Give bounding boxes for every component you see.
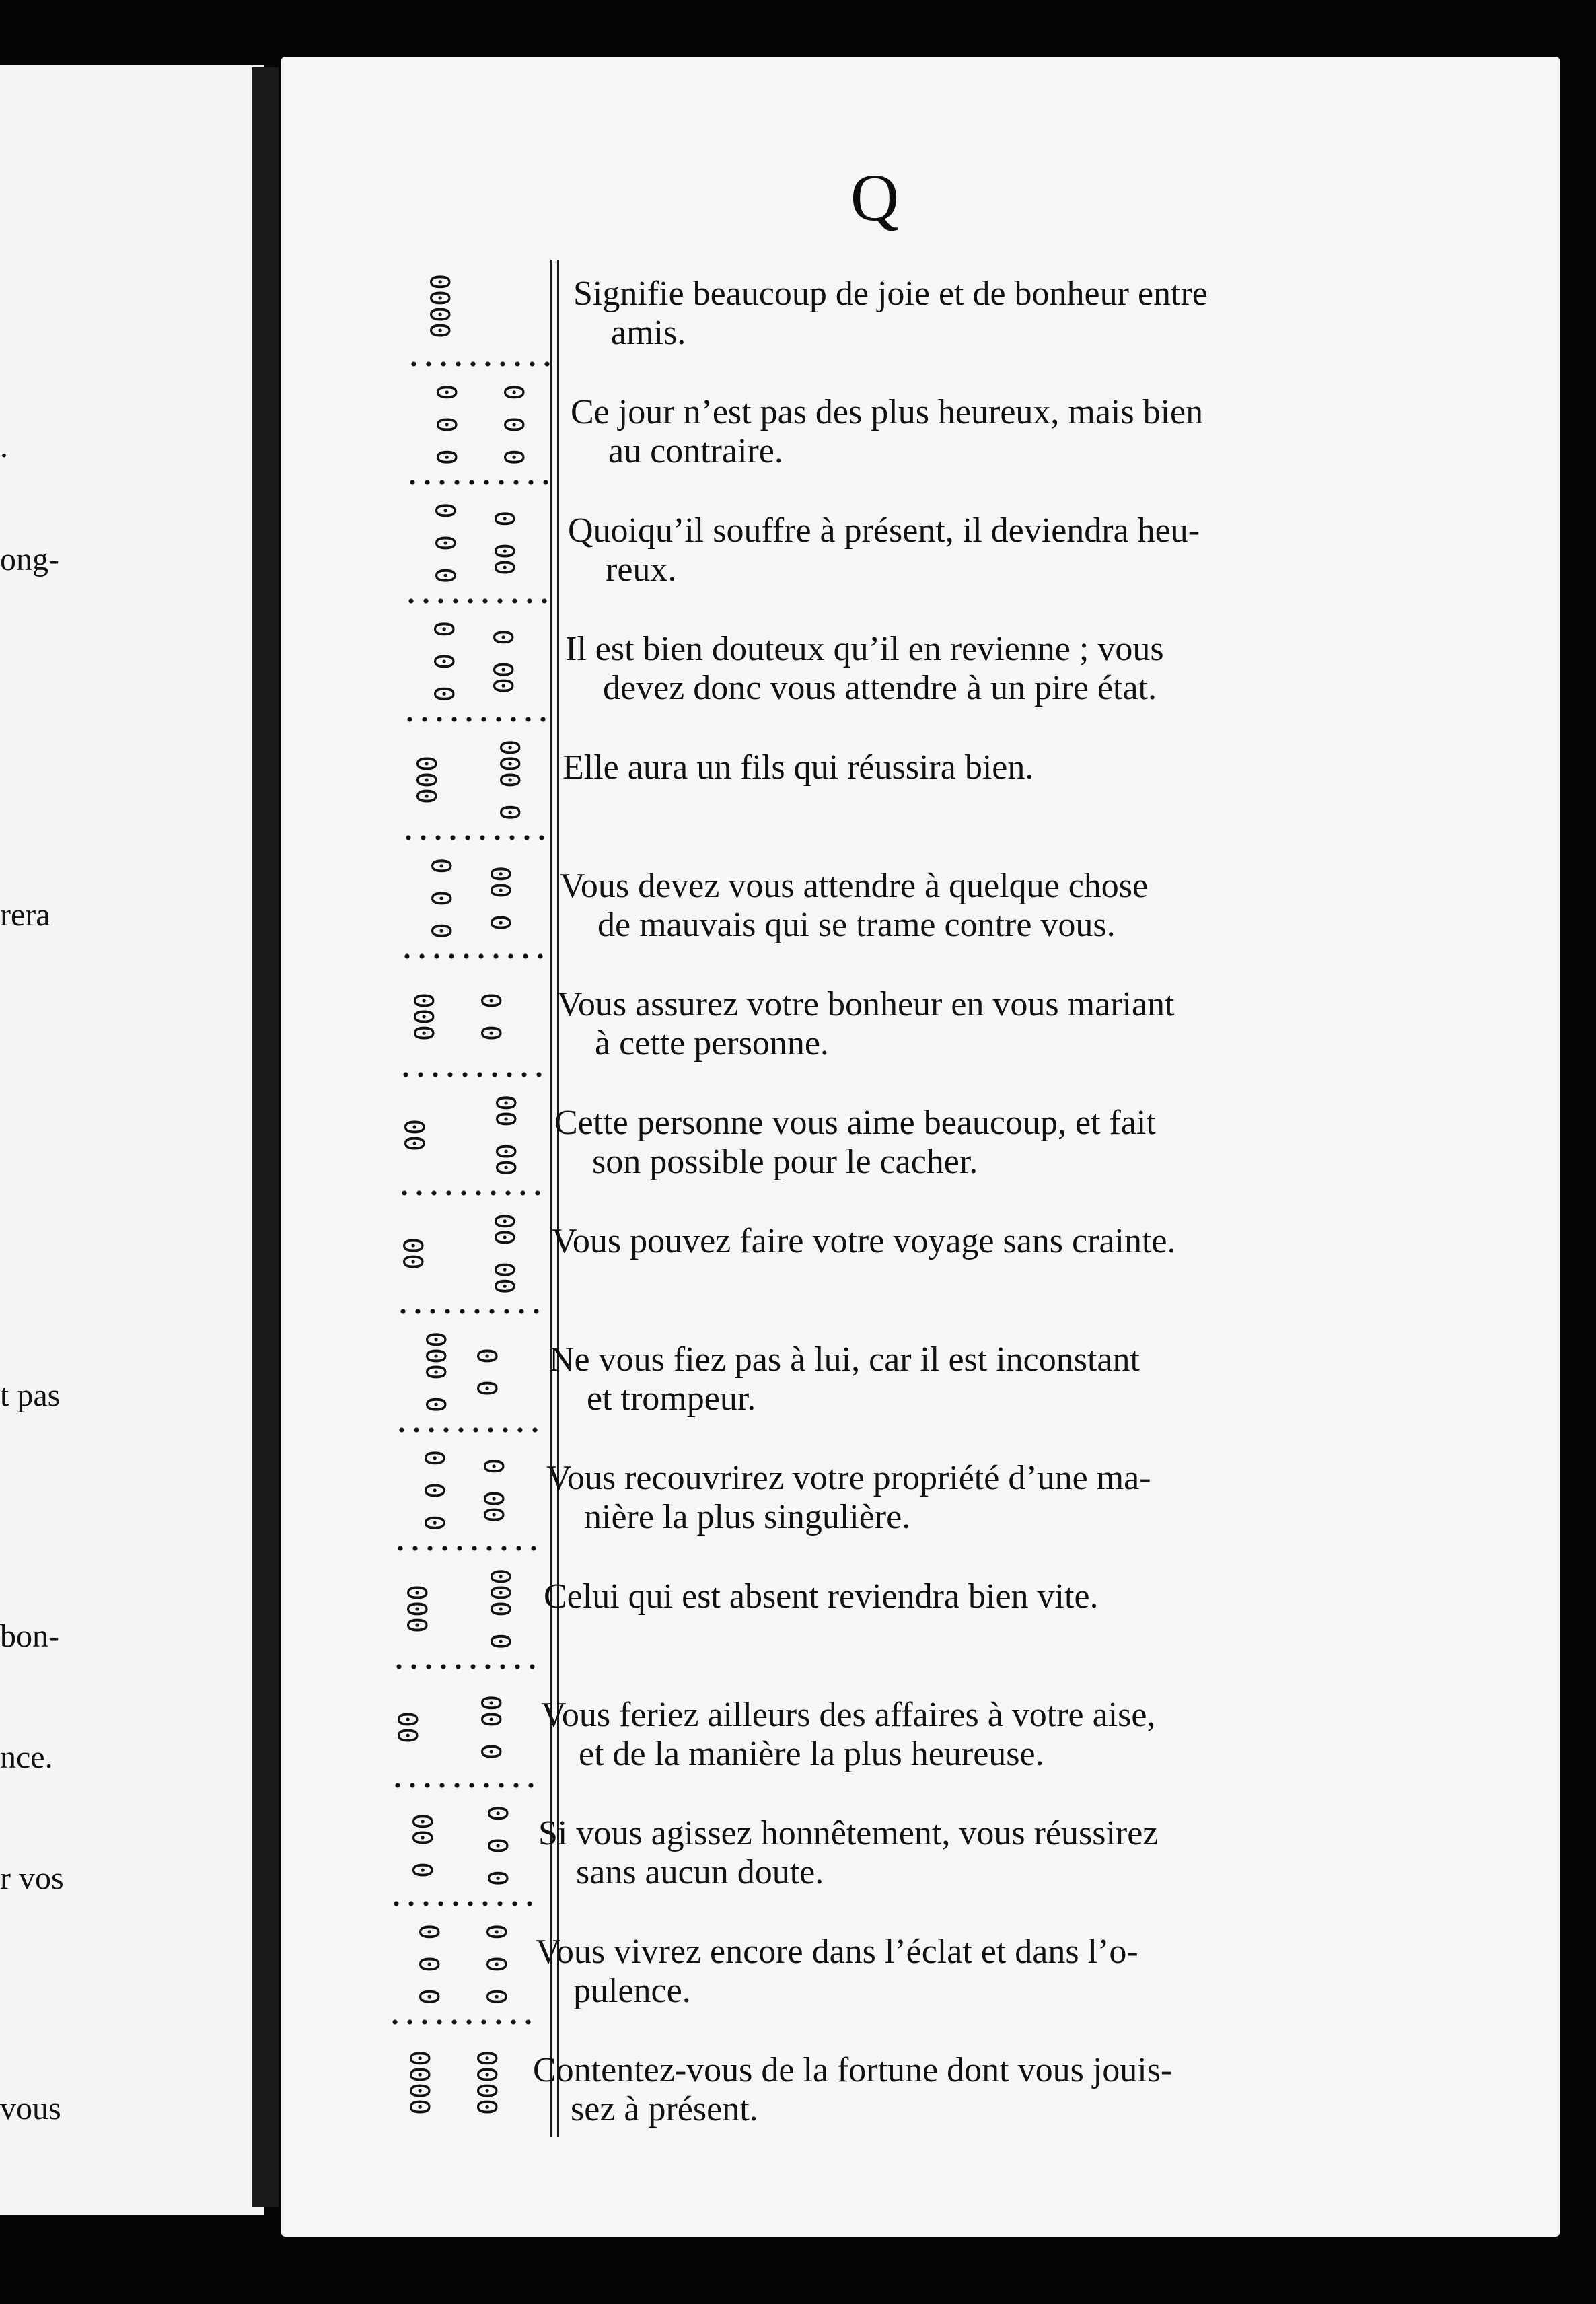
dotted-separator <box>393 1545 540 1552</box>
page-letter: Q <box>850 160 900 235</box>
entry-line-2: amis. <box>611 314 686 352</box>
oracle-entry <box>538 1814 1158 1892</box>
facing-page-fragment: nce. <box>0 1739 53 1775</box>
oracle-entry <box>546 1459 1151 1537</box>
entry-line-2: sez à présent. <box>571 2090 758 2128</box>
dotted-separator <box>398 1071 545 1078</box>
facing-page-fragment: . <box>0 429 8 464</box>
dot-pattern <box>385 1330 546 1424</box>
dot-pattern <box>381 1685 542 1779</box>
dot-pattern-column: 00 00 <box>492 1094 523 1176</box>
entry-line-2: et trompeur. <box>587 1379 756 1418</box>
entry-line-1: Vous assurez votre bonheur en vous mariant <box>557 985 1175 1023</box>
dot-pattern-column: 0 000 <box>486 1568 518 1650</box>
dot-pattern-column: 00 0 <box>491 510 522 576</box>
dot-pattern <box>393 619 554 713</box>
oracle-entry <box>573 275 1208 353</box>
facing-page-fragment: r vos <box>0 1861 64 1896</box>
dot-pattern-column: 0 000 <box>422 1331 454 1413</box>
oracle-entry <box>565 630 1164 708</box>
entry-line-2: au contraire. <box>608 432 783 470</box>
oracle-entry <box>557 985 1175 1063</box>
dot-pattern-column: 00 <box>400 1118 432 1152</box>
dot-pattern-column: 0 00 <box>408 1813 440 1879</box>
entry-line-1: Cette personne vous aime beaucoup, et fait <box>554 1104 1156 1142</box>
dot-pattern <box>384 1448 545 1542</box>
entry-line-2: nière la plus singulière. <box>584 1498 911 1536</box>
entry-line-1: Vous pouvez faire votre voyage sans crainte. <box>552 1222 1176 1260</box>
entry-line-2: son possible pour le cacher. <box>592 1143 978 1181</box>
facing-page-fragment: rera <box>0 897 50 933</box>
oracle-entry <box>552 1222 1176 1261</box>
entry-line-1: Vous vivrez encore dans l’éclat et dans l’o- <box>536 1933 1138 1971</box>
facing-page-fragment: ong- <box>0 542 59 577</box>
dot-pattern-column: 00 <box>394 1711 425 1744</box>
entry-line-1: Il est bien douteux qu’il en revienne ; vous <box>565 630 1164 668</box>
dot-pattern-column: 0 000 <box>496 739 528 821</box>
dot-pattern-column: 000 <box>412 755 444 805</box>
oracle-entry <box>536 1933 1138 2011</box>
facing-page-fragment: t pas <box>0 1377 61 1413</box>
entry-line-2: à cette personne. <box>595 1024 829 1063</box>
oracle-entry <box>560 867 1148 945</box>
entry-line-1: Vous recouvrirez votre propriété d’une ma- <box>546 1459 1151 1497</box>
entry-line-1: Celui qui est absent reviendra bien vite. <box>544 1577 1099 1616</box>
dot-pattern-column: 0 0 0 <box>500 384 532 466</box>
dot-pattern <box>389 974 550 1069</box>
dot-pattern-column: 0 0 0 <box>433 384 464 466</box>
dot-pattern-column: 00 <box>399 1237 431 1270</box>
oracle-entry <box>533 2051 1172 2129</box>
facing-page-fragment: vous <box>0 2091 61 2126</box>
facing-page-fragment: bon- <box>0 1618 59 1654</box>
dotted-separator <box>394 1427 541 1433</box>
dot-pattern <box>386 1211 548 1305</box>
dot-pattern-column: 0000 <box>473 2050 505 2116</box>
dot-pattern-column: 0 0 0 <box>431 502 463 584</box>
dot-pattern <box>396 382 557 476</box>
dot-pattern-column: 00 0 <box>489 628 521 694</box>
entry-line-1: Elle aura un fils qui réussira bien. <box>563 748 1034 787</box>
oracle-entry <box>571 393 1203 471</box>
dot-pattern-column: 000 <box>403 1584 435 1634</box>
dot-pattern <box>382 1567 544 1661</box>
entry-line-2: reux. <box>606 550 677 589</box>
oracle-entry <box>554 1104 1156 1182</box>
dot-pattern <box>390 856 552 950</box>
dot-pattern <box>377 2040 538 2134</box>
dot-pattern <box>394 501 556 595</box>
dot-pattern-column: 00 0 <box>480 1457 511 1523</box>
entry-line-1: Vous feriez ailleurs des affaires à votre aise, <box>541 1696 1156 1734</box>
dot-pattern-column: 0 0 0 <box>484 1805 515 1887</box>
dot-pattern-column: 0 0 0 <box>482 1923 514 2005</box>
entry-line-2: sans aucun doute. <box>576 1853 824 1892</box>
dot-pattern <box>397 264 558 358</box>
dot-pattern <box>379 1803 541 1898</box>
dotted-separator <box>396 1308 542 1315</box>
oracle-entry <box>568 511 1200 589</box>
dot-pattern-column: 00 00 <box>491 1213 522 1295</box>
entry-line-2: et de la manière la plus heureuse. <box>579 1735 1044 1773</box>
oracle-entry <box>563 748 1033 787</box>
dot-pattern-column: 0 0 0 <box>421 1449 452 1532</box>
facing-page <box>0 65 264 2215</box>
dotted-separator <box>389 1900 536 1907</box>
dot-pattern-column: 0 0 <box>477 992 509 1042</box>
oracle-entry <box>541 1696 1155 1774</box>
dot-pattern-column: 0 0 <box>473 1347 505 1397</box>
dotted-separator <box>404 598 550 604</box>
dotted-separator <box>405 479 552 486</box>
entry-line-1: Quoiqu’il souffre à présent, il deviendra heu- <box>568 511 1200 550</box>
dot-pattern <box>378 1922 540 2016</box>
oracle-entry <box>544 1577 1099 1616</box>
entry-line-1: Signifie beaucoup de joie et de bonheur entre <box>573 275 1208 313</box>
dot-pattern-column: 0 0 0 <box>427 857 459 939</box>
entry-line-1: Contentez-vous de la fortune dont vous jouis- <box>533 2051 1173 2089</box>
dotted-separator <box>397 1190 544 1196</box>
dot-pattern-column: 0000 <box>426 273 458 339</box>
dot-pattern <box>388 1093 549 1187</box>
dot-pattern-column: 0 00 <box>477 1694 509 1760</box>
dot-pattern-column: 0000 <box>406 2050 437 2116</box>
book-spine <box>252 67 279 2207</box>
dotted-separator <box>388 2019 534 2025</box>
dot-pattern-column: 0 0 0 <box>430 620 462 703</box>
entry-line-2: de mauvais qui se trame contre vous. <box>597 906 1116 944</box>
dot-pattern <box>392 737 553 832</box>
entry-line-1: Si vous agissez honnêtement, vous réussirez <box>538 1814 1159 1852</box>
entry-line-1: Vous devez vous attendre à quelque chose <box>560 867 1149 905</box>
dotted-separator <box>392 1663 538 1670</box>
dotted-separator <box>402 716 549 723</box>
entry-line-2: devez donc vous attendre à un pire état. <box>603 669 1157 707</box>
dot-pattern-column: 0 00 <box>486 865 518 931</box>
dot-pattern-column: 0 0 0 <box>415 1923 447 2005</box>
dot-pattern-column: 000 <box>410 992 441 1042</box>
dotted-separator <box>390 1782 537 1789</box>
entry-line-2: pulence. <box>573 1972 691 2010</box>
dotted-separator <box>401 834 548 841</box>
oracle-entry <box>549 1340 1140 1418</box>
dotted-separator <box>406 361 553 367</box>
entry-line-1: Ne vous fiez pas à lui, car il est inconstant <box>549 1340 1140 1379</box>
dotted-separator <box>400 953 546 960</box>
entry-line-1: Ce jour n’est pas des plus heureux, mais bien <box>571 393 1204 431</box>
